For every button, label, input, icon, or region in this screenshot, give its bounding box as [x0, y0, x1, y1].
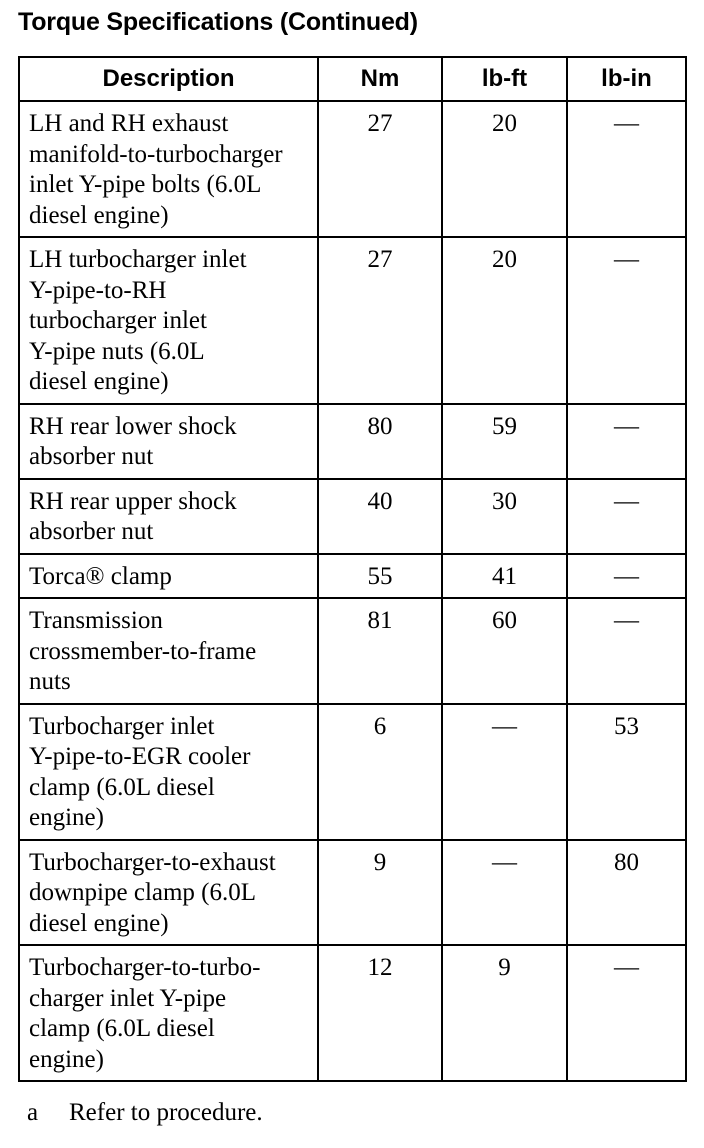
table-row — [19, 704, 686, 840]
row-lbin: — — [567, 554, 686, 599]
header-nm: Nm — [318, 57, 442, 101]
row-lbft: 30 — [442, 479, 567, 554]
row-description: Torca® clamp — [19, 554, 318, 599]
row-nm: 12 — [318, 945, 442, 1081]
row-lbin: — — [567, 598, 686, 704]
table-row — [19, 404, 686, 479]
row-lbin: 80 — [567, 840, 686, 946]
row-description: Turbocharger-to-turbo- charger inlet Y-pipe clamp (6.0L diesel engine) — [19, 945, 318, 1081]
row-lbft: 59 — [442, 404, 567, 479]
row-description: LH turbocharger inlet Y-pipe-to-RH turbocharger inlet Y-pipe nuts (6.0L diesel engine) — [19, 237, 318, 404]
torque-spec-table — [18, 56, 687, 1082]
row-lbin: — — [567, 101, 686, 237]
table-row — [19, 237, 686, 404]
row-nm: 80 — [318, 404, 442, 479]
table-row — [19, 479, 686, 554]
table-row — [19, 945, 686, 1081]
row-nm: 81 — [318, 598, 442, 704]
row-lbin: — — [567, 945, 686, 1081]
row-nm: 9 — [318, 840, 442, 946]
row-lbft: 20 — [442, 101, 567, 237]
row-lbin: — — [567, 237, 686, 404]
row-nm: 55 — [318, 554, 442, 599]
table-header-row — [19, 57, 686, 101]
page-title: Torque Specifications (Continued) — [18, 8, 418, 36]
table-row — [19, 598, 686, 704]
row-lbft: — — [442, 840, 567, 946]
row-lbin: — — [567, 404, 686, 479]
row-lbft: 60 — [442, 598, 567, 704]
row-nm: 27 — [318, 237, 442, 404]
row-lbft: 41 — [442, 554, 567, 599]
row-lbin: — — [567, 479, 686, 554]
footnote-mark: a — [27, 1099, 39, 1126]
row-lbft: 20 — [442, 237, 567, 404]
footnote — [27, 1099, 263, 1127]
row-lbft: — — [442, 704, 567, 840]
row-nm: 27 — [318, 101, 442, 237]
row-lbin: 53 — [567, 704, 686, 840]
row-description: Turbocharger inlet Y-pipe-to-EGR cooler clamp (6.0L diesel engine) — [19, 704, 318, 840]
header-description: Description — [19, 57, 318, 101]
row-description: LH and RH exhaust manifold-to-turbocharger inlet Y-pipe bolts (6.0L diesel engine) — [19, 101, 318, 237]
row-lbft: 9 — [442, 945, 567, 1081]
row-nm: 40 — [318, 479, 442, 554]
table-row — [19, 554, 686, 599]
row-description: Transmission crossmember-to-frame nuts — [19, 598, 318, 704]
footnote-text: Refer to procedure. — [69, 1099, 263, 1126]
row-description: Turbocharger-to-exhaust downpipe clamp (6.0L diesel engine) — [19, 840, 318, 946]
table-row — [19, 101, 686, 237]
row-description: RH rear lower shock absorber nut — [19, 404, 318, 479]
row-description: RH rear upper shock absorber nut — [19, 479, 318, 554]
table-row — [19, 840, 686, 946]
header-lbin: lb-in — [567, 57, 686, 101]
header-lbft: lb-ft — [442, 57, 567, 101]
row-nm: 6 — [318, 704, 442, 840]
